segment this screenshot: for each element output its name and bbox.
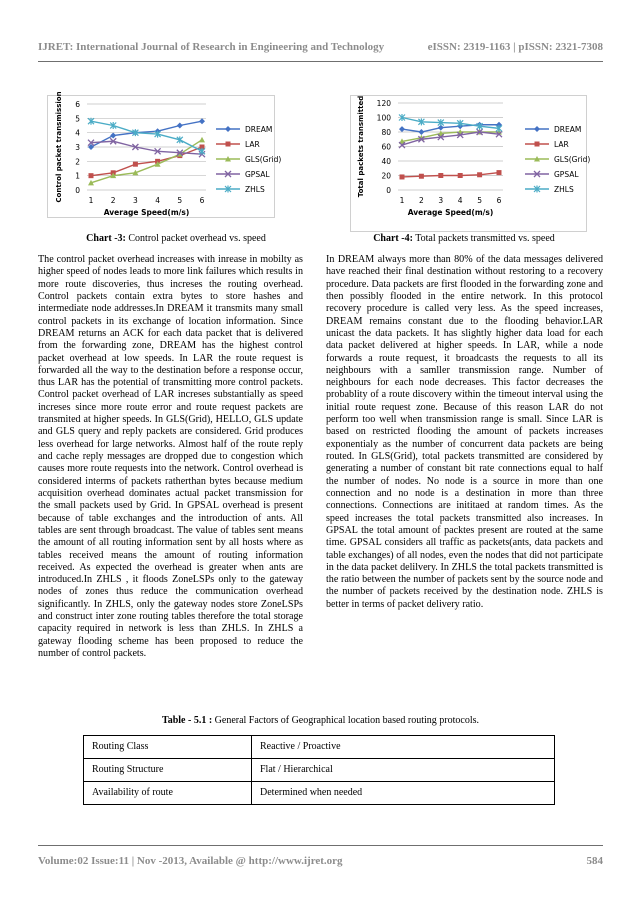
left-column-text: The control packet overhead increases with inrease in mobilty as higher speed of nodes leads to more link failures which results in more route discoveries, thus increses the routing overhead. Control packets contain extra bytes to store hashes and intermediate node addresses.In DREAM it transmits many small control packets in its exchange of location information. Since DREAM returns an ACK for each data packet that is delivered from the forwarding zone, DREAM has the highest control packet overhead at low speeds. In LAR the route request is forwarded all the way to the destination before a response occur, thus LAR has the potential of transmitting more control packets. Control packet overhead of LAR increses substantially as speed increses since more route error and route request packets are transmited at higher speeds. In GLS(Grid), HELLO, GLS update and GLS query and reply packets are considered. Grid produces less overhead for large networks. Almost half of the route reply and cache reply messages are dropped due to congestion which causes more route requests into the network. Control overhead is considered interms of packets ratherthan bytes because medium acquisition overhead dominates actual packet transmission for the small packets used by Grid. In GPSAL overhead is present because of table exchanges and the introduction of ants. All tables are sent through broadcast. The value of tables sent means the amount of all routing information sent by all hosts where as tables received means the amount of routing information received. As expected the overhead is greater when ants are introduced.In ZHLS , it floods ZoneLSPs only to the gateway nodes of zones thus reduce the communication overhead significantly. In ZHLS, only the gateway nodes store ZoneLSPs and construct inter zone routing tables therefore the total storage capacity required in network is less than ZHLS. In ZHLS a gateway flooding scheme has been proposed to reduce the number of control packets.	[38, 254, 303, 659]
right-column	[326, 254, 603, 611]
chart-3	[48, 91, 282, 217]
series-line	[402, 125, 499, 132]
x-axis-title: Average Speed(m/s)	[407, 208, 494, 217]
y-tick-label: 1	[75, 171, 80, 181]
chart-4-caption-text: Total packets transmitted vs. speed	[412, 233, 555, 244]
y-tick-label: 0	[75, 186, 80, 195]
data-point	[110, 133, 116, 139]
legend-label: GLS(Grid)	[554, 155, 591, 164]
data-point	[89, 173, 94, 178]
y-tick-label: 20	[381, 171, 391, 181]
legend-marker	[535, 142, 540, 147]
legend-label: DREAM	[554, 125, 582, 134]
data-point	[400, 174, 405, 179]
y-tick-label: 4	[75, 128, 80, 138]
legend-marker	[225, 126, 231, 132]
table-cell: Reactive / Proactive	[252, 736, 555, 759]
y-tick-label: 40	[381, 157, 391, 166]
y-tick-label: 3	[75, 143, 80, 152]
x-tick-label: 3	[438, 196, 444, 205]
y-tick-label: 100	[376, 113, 391, 123]
y-axis-title: Control packet transmission	[55, 91, 63, 203]
table-cell: Routing Structure	[84, 759, 252, 782]
chart-4	[351, 95, 591, 231]
series-line	[402, 173, 499, 177]
chart-4-caption	[325, 233, 603, 244]
x-tick-label: 5	[477, 196, 482, 205]
x-tick-label: 5	[177, 196, 183, 205]
legend-label: LAR	[245, 140, 260, 149]
table-cell: Flat / Hierarchical	[252, 759, 555, 782]
data-point	[419, 174, 424, 179]
y-tick-label: 0	[386, 186, 391, 195]
legend-marker	[226, 142, 231, 147]
x-tick-label: 4	[155, 196, 160, 205]
chart-3-caption-text: Control packet overhead vs. speed	[125, 233, 266, 244]
y-tick-label: 5	[75, 114, 80, 124]
x-tick-label: 1	[88, 196, 94, 205]
chart-3-caption	[38, 233, 314, 244]
data-point	[458, 173, 463, 178]
page-number: 584	[586, 855, 603, 867]
legend-marker	[534, 126, 540, 132]
table-caption-text: General Factors of Geographical location based routing protocols.	[212, 715, 480, 726]
table-cell: Routing Class	[84, 736, 252, 759]
footer-rule	[38, 845, 603, 846]
legend-label: DREAM	[245, 125, 273, 134]
table-row	[84, 736, 555, 759]
table-caption	[38, 715, 603, 726]
x-tick-label: 3	[133, 196, 138, 205]
data-point	[497, 170, 502, 175]
table-row	[84, 759, 555, 782]
data-point	[438, 173, 443, 178]
data-point	[199, 137, 205, 143]
page-header	[38, 38, 603, 60]
y-tick-label: 2	[75, 157, 80, 167]
legend-label: GLS(Grid)	[245, 155, 282, 164]
x-tick-label: 1	[399, 196, 405, 205]
x-tick-label: 2	[110, 196, 116, 205]
routing-factors-table	[83, 735, 555, 805]
table-cell: Determined when needed	[252, 782, 555, 805]
chart-4-caption-label: Chart -4:	[373, 233, 413, 244]
data-point	[399, 126, 405, 132]
data-point	[477, 172, 482, 177]
data-point	[418, 129, 424, 135]
x-tick-label: 2	[419, 196, 424, 205]
legend-label: GPSAL	[554, 170, 579, 179]
right-column-text: In DREAM always more than 80% of the data messages delivered have reached their final destination without restoring to a recovery procedure. Data packets are first flooded in the forwarding zone and then possibly flooded in the entire network. In this protocol recovery procedure is called very less. As the speed increases, DREAM remains constant due to the flooding behavior.LAR unicast the data packets. It has slightly higher data load for each data packet delivered at higher speeds. In LAR, while a node forwards a route request, it broadcasts the requests to all its neighbours with a samller transmission range. Number of neighbours for each node decreases. This factor decreases the probablity of a route discovery within the timeout interval using the initial route request zone. Because of this reason LAR do not perform too well when transmission range is small. Since LAR is based on restricted flooding the amount of packets increases exponentialy as the number of concurrent data packets are being routed. In GLS(Grid), total packets transmitted are considered by generating a number of constant bit rate connections equal to half the number of nodes. No node is a source in more than one connection and no node is a destination in more than three connections. Connections are inititaed at random times. As the speed increases the total packets transmitted also increases. In GPSAL the total amount of packtes present are routed at the same time. GPSAL considers all traffic as packets(ants, data packets and table exchanges) of all nodes, even the nodes that did not participate in the data packet delilvery. In ZHLS the total packets transmitted is the ratio between the number of packets sent by the source node and the number of packets received by the destination node. ZHLS is better in terms of packet delivery ratio.	[326, 254, 603, 610]
y-tick-label: 60	[381, 142, 391, 152]
x-tick-label: 6	[496, 196, 502, 205]
chart-4-frame	[350, 95, 591, 232]
legend-label: GPSAL	[245, 170, 270, 179]
footer-volume: Volume:02 Issue:11 | Nov -2013, Available @ http://www.ijret.org	[38, 855, 343, 867]
data-point	[199, 118, 205, 124]
issn-label: eISSN: 2319-1163 | pISSN: 2321-7308	[427, 41, 603, 53]
x-tick-label: 6	[199, 196, 205, 205]
table-caption-label: Table - 5.1 :	[161, 715, 213, 726]
left-column	[38, 254, 303, 660]
table-cell: Availability of route	[84, 782, 252, 805]
y-axis-title: Total packets transmitted	[357, 95, 365, 198]
journal-title: IJRET: International Journal of Research in Engineering and Technology	[38, 41, 385, 53]
y-tick-label: 120	[376, 99, 391, 108]
x-tick-label: 4	[457, 196, 463, 205]
legend-label: LAR	[554, 140, 569, 149]
chart-3-caption-label: Chart -3:	[86, 233, 126, 244]
x-axis-title: Average Speed(m/s)	[103, 208, 190, 217]
data-point	[177, 123, 183, 129]
legend-label: ZHLS	[245, 185, 265, 194]
table-row	[84, 782, 555, 805]
data-point	[133, 162, 138, 167]
chart-3-frame	[47, 91, 282, 218]
legend-label: ZHLS	[554, 185, 574, 194]
y-tick-label: 80	[381, 128, 391, 137]
y-tick-label: 6	[75, 100, 80, 109]
header-rule	[38, 61, 603, 62]
